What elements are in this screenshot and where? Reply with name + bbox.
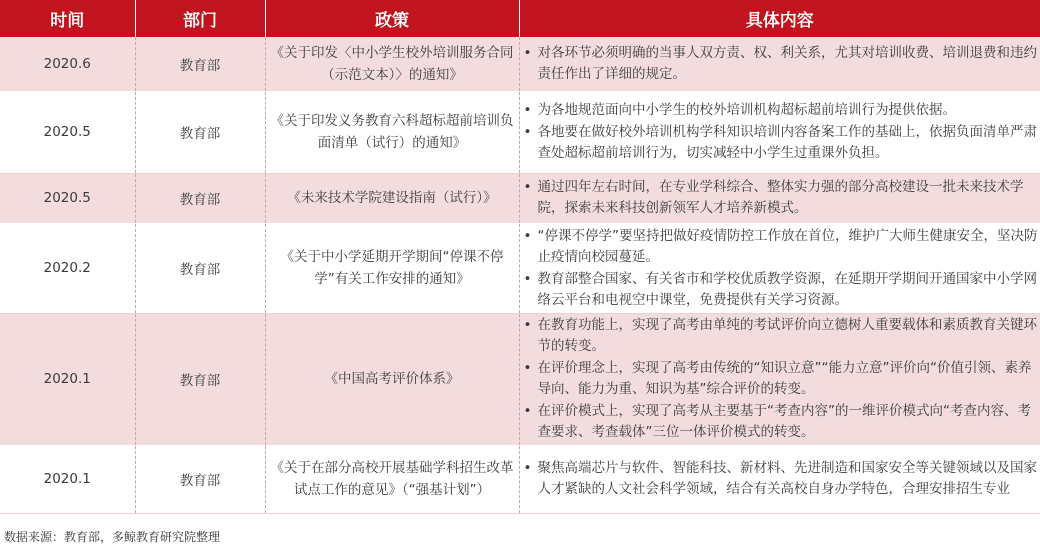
header-department: 部门 bbox=[135, 0, 265, 37]
cell-content bbox=[519, 91, 1040, 173]
content-item: • 教育部整合国家、有关省市和学校优质教学资源，在延期开学期间开通国家中小学网络云平台和电视空中课堂，免费提供有关学习资源。 bbox=[520, 269, 1040, 311]
cell-time: 2020.5 bbox=[0, 173, 135, 223]
table-row bbox=[0, 173, 1040, 223]
content-list bbox=[520, 458, 1040, 500]
cell-policy: 《关于印发义务教育六科超标超前培训负面清单（试行）的通知》 bbox=[265, 91, 519, 173]
content-item: • 聚焦高端芯片与软件、智能科技、新材料、先进制造和国家安全等关键领域以及国家人才紧缺的人文社会科学领域，结合有关高校自身办学特色，合理安排招生专业 bbox=[520, 458, 1040, 500]
table-row bbox=[0, 313, 1040, 445]
header-policy: 政策 bbox=[265, 0, 519, 37]
cell-policy: 《未来技术学院建设指南（试行）》 bbox=[265, 173, 519, 223]
cell-department: 教育部 bbox=[135, 313, 265, 445]
cell-time: 2020.1 bbox=[0, 445, 135, 513]
table-row bbox=[0, 445, 1040, 513]
cell-department: 教育部 bbox=[135, 173, 265, 223]
cell-time: 2020.2 bbox=[0, 223, 135, 313]
table-row bbox=[0, 223, 1040, 313]
content-item: • 在评价模式上，实现了高考从主要基于“考查内容”的一维评价模式向“考查内容、考查要求、考查载体”三位一体评价模式的转变。 bbox=[520, 401, 1040, 443]
data-source-note: 数据来源：教育部，多鲸教育研究院整理 bbox=[4, 530, 221, 544]
content-item: • 为各地规范面向中小学生的校外培训机构超标超前培训行为提供依据。 bbox=[520, 100, 1040, 121]
cell-department: 教育部 bbox=[135, 223, 265, 313]
cell-time: 2020.5 bbox=[0, 91, 135, 173]
cell-content bbox=[519, 313, 1040, 445]
cell-time: 2020.6 bbox=[0, 37, 135, 91]
content-list bbox=[520, 43, 1040, 85]
content-item: • 通过四年左右时间，在专业学科综合、整体实力强的部分高校建设一批未来技术学院，探索未来科技创新领军人才培养新模式。 bbox=[520, 177, 1040, 219]
cell-content bbox=[519, 37, 1040, 91]
content-list bbox=[520, 226, 1040, 311]
content-item: • 在教育功能上，实现了高考由单纯的考试评价向立德树人重要载体和素质教育关键环节的转变。 bbox=[520, 315, 1040, 357]
cell-policy: 《关于在部分高校开展基础学科招生改革试点工作的意见》（“强基计划”） bbox=[265, 445, 519, 513]
cell-department: 教育部 bbox=[135, 37, 265, 91]
cell-policy: 《关于中小学延期开学期间“停课不停学”有关工作安排的通知》 bbox=[265, 223, 519, 313]
cell-content bbox=[519, 445, 1040, 513]
cell-policy: 《关于印发〈中小学生校外培训服务合同（示范文本）〉的通知》 bbox=[265, 37, 519, 91]
content-list bbox=[520, 100, 1040, 164]
content-list bbox=[520, 177, 1040, 219]
table-header-row bbox=[0, 0, 1040, 37]
cell-department: 教育部 bbox=[135, 91, 265, 173]
content-list bbox=[520, 315, 1040, 443]
cell-content bbox=[519, 223, 1040, 313]
table-row bbox=[0, 37, 1040, 91]
content-item: • 在评价理念上，实现了高考由传统的“知识立意”“能力立意”评价向“价值引领、素养导向、能力为重、知识为基”综合评价的转变。 bbox=[520, 358, 1040, 400]
table-row bbox=[0, 91, 1040, 173]
cell-policy: 《中国高考评价体系》 bbox=[265, 313, 519, 445]
header-content: 具体内容 bbox=[519, 0, 1040, 37]
content-item: • 各地要在做好校外培训机构学科知识培训内容备案工作的基础上，依据负面清单严肃查处超标超前培训行为，切实减轻中小学生过重课外负担。 bbox=[520, 122, 1040, 164]
header-time: 时间 bbox=[0, 0, 135, 37]
content-item: • “停课不停学”要坚持把做好疫情防控工作放在首位，维护广大师生健康安全，坚决防止疫情向校园蔓延。 bbox=[520, 226, 1040, 268]
cell-content bbox=[519, 173, 1040, 223]
content-item: • 对各环节必须明确的当事人双方责、权、利关系，尤其对培训收费、培训退费和违约责任作出了详细的规定。 bbox=[520, 43, 1040, 85]
cell-time: 2020.1 bbox=[0, 313, 135, 445]
cell-department: 教育部 bbox=[135, 445, 265, 513]
